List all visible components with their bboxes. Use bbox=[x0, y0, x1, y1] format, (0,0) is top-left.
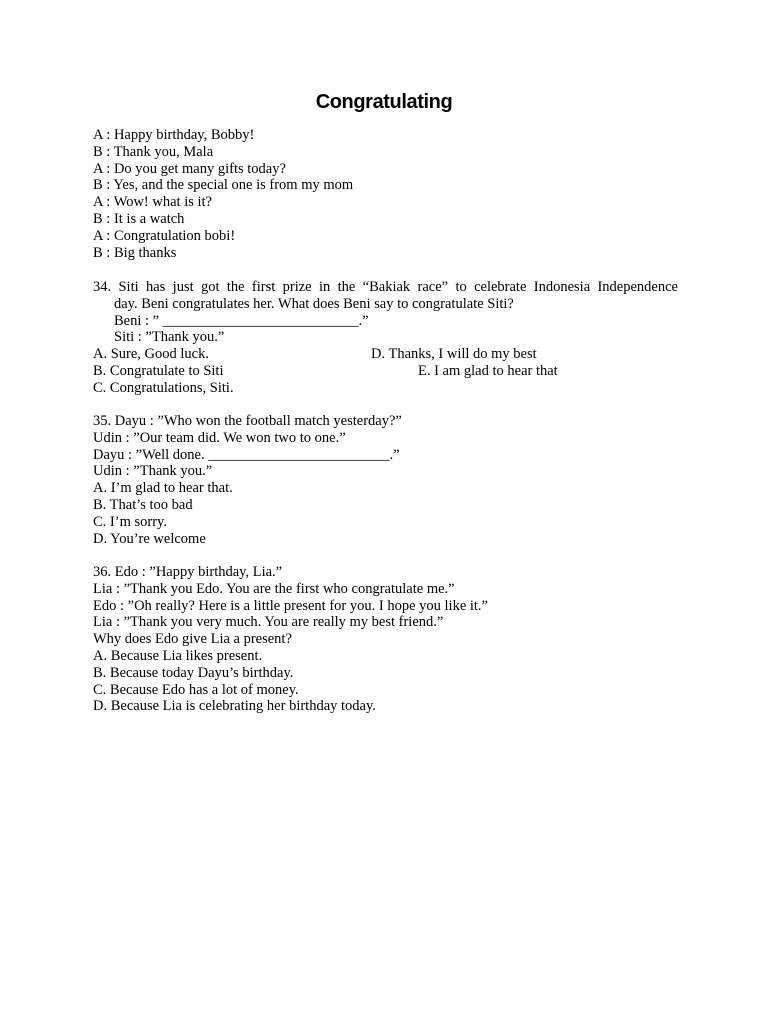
option-b: B. Congratulate to Siti bbox=[93, 362, 224, 379]
option-a: A. I’m glad to hear that. bbox=[93, 480, 233, 497]
page-title: Congratulating bbox=[315, 91, 453, 113]
dialogue-line: A : Wow! what is it? bbox=[93, 194, 212, 211]
option-e: E. I am glad to hear that bbox=[418, 362, 558, 379]
question-35-line: Udin : ”Thank you.” bbox=[93, 463, 213, 480]
question-35-line: Udin : ”Our team did. We won two to one.” bbox=[93, 429, 346, 446]
dialogue-block bbox=[93, 127, 678, 261]
dialogue-line: A : Do you get many gifts today? bbox=[93, 160, 286, 177]
option-a: A. Because Lia likes present. bbox=[93, 647, 263, 664]
question-34-text-line2: day. Beni congratulates her. What does Beni say to congratulate Siti? bbox=[114, 295, 514, 312]
option-b: B. That’s too bad bbox=[93, 496, 193, 513]
option-a: A. Sure, Good luck. bbox=[93, 346, 209, 363]
dialogue-line: A : Happy birthday, Bobby! bbox=[93, 127, 255, 143]
question-35-line: Dayu : ”Well done. _________________________.” bbox=[93, 446, 400, 463]
question-36-line: Edo : ”Oh really? Here is a little present for you. I hope you like it.” bbox=[93, 597, 488, 614]
question-34 bbox=[93, 279, 678, 397]
dialogue-line: B : It is a watch bbox=[93, 210, 185, 227]
question-35 bbox=[93, 413, 678, 547]
option-c: C. Congratulations, Siti. bbox=[93, 379, 234, 396]
dialogue-line: B : Thank you, Mala bbox=[93, 143, 214, 160]
options-row bbox=[93, 346, 678, 363]
option-d: D. Thanks, I will do my best bbox=[371, 346, 537, 363]
dialogue-line: B : Big thanks bbox=[93, 244, 177, 261]
question-35-line: 35. Dayu : ”Who won the football match yesterday?” bbox=[93, 413, 402, 429]
option-c: C. Because Edo has a lot of money. bbox=[93, 681, 299, 698]
option-d: D. Because Lia is celebrating her birthday today. bbox=[93, 698, 376, 715]
question-36-line: Lia : ”Thank you very much. You are really my best friend.” bbox=[93, 614, 444, 631]
option-c: C. I’m sorry. bbox=[93, 513, 167, 530]
dialogue-line: B : Yes, and the special one is from my mom bbox=[93, 177, 354, 194]
question-36-line: 36. Edo : ”Happy birthday, Lia.” bbox=[93, 564, 283, 580]
option-b: B. Because today Dayu’s birthday. bbox=[93, 664, 294, 681]
question-34-text-line1: 34. Siti has just got the first prize in the “Bakiak race” to celebrate Indonesia Independence bbox=[93, 279, 678, 295]
options-row bbox=[93, 363, 678, 380]
question-34-beni-line: Beni : ” ___________________________.” bbox=[114, 312, 369, 329]
question-36-line: Lia : ”Thank you Edo. You are the first who congratulate me.” bbox=[93, 580, 455, 597]
option-d: D. You’re welcome bbox=[93, 530, 206, 547]
question-36 bbox=[93, 564, 678, 715]
question-34-siti-line: Siti : ”Thank you.” bbox=[114, 329, 225, 346]
dialogue-line: A : Congratulation bobi! bbox=[93, 227, 236, 244]
question-36-line: Why does Edo give Lia a present? bbox=[93, 631, 292, 648]
